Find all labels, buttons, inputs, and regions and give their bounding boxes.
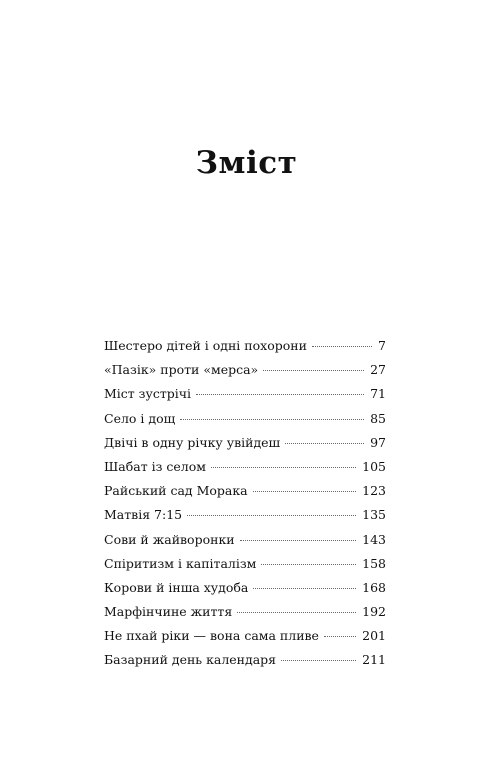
- toc-entry-title: Корови й інша худоба: [104, 579, 249, 595]
- toc-entry-title: Матвія 7:15: [104, 507, 183, 523]
- toc-entry: [104, 580, 386, 604]
- toc-entry-page: 97: [370, 434, 386, 450]
- toc-dot-leader: [285, 443, 364, 444]
- toc-entry-title: Село і дощ: [104, 410, 176, 426]
- toc-dot-leader: [253, 588, 356, 589]
- toc-dot-leader: [237, 612, 356, 613]
- toc-entry-page: 27: [370, 362, 386, 378]
- toc-entry-page: 143: [362, 531, 386, 547]
- toc-entry-title: «Пазік» проти «мерса»: [104, 362, 259, 378]
- toc-dot-leader: [281, 660, 356, 661]
- toc-dot-leader: [253, 491, 357, 492]
- toc-entry: [104, 459, 386, 483]
- toc-dot-leader: [196, 394, 364, 395]
- toc-dot-leader: [324, 636, 356, 637]
- toc-entry-title: Марфінчине життя: [104, 604, 233, 620]
- toc-entry-title: Спіритизм і капіталізм: [104, 555, 257, 571]
- toc-entry: [104, 652, 386, 676]
- toc-entry: [104, 435, 386, 459]
- toc-entry-page: 71: [370, 386, 386, 402]
- toc-dot-leader: [187, 515, 356, 516]
- toc-entry-page: 123: [362, 483, 386, 499]
- toc-entry: [104, 604, 386, 628]
- toc-dot-leader: [240, 540, 357, 541]
- toc-entry: [104, 386, 386, 410]
- toc-entry: [104, 338, 386, 362]
- toc-dot-leader: [180, 419, 364, 420]
- toc-entry-page: 158: [362, 555, 386, 571]
- toc-entry-page: 211: [362, 652, 386, 668]
- toc-entry-page: 192: [362, 604, 386, 620]
- toc-dot-leader: [312, 346, 372, 347]
- toc-entry-title: Шестеро дітей і одні похорони: [104, 338, 307, 353]
- toc-entry: [104, 483, 386, 507]
- toc-entry-title: Міст зустрічі: [104, 386, 192, 402]
- toc-entry: [104, 628, 386, 652]
- toc-entry: [104, 556, 386, 580]
- toc-entry-page: 168: [362, 579, 386, 595]
- toc-entry-page: 135: [362, 507, 386, 523]
- toc-entry: [104, 362, 386, 386]
- toc-dot-leader: [211, 467, 356, 468]
- toc-entry-page: 201: [362, 628, 386, 644]
- page-title: Зміст: [195, 145, 298, 181]
- toc-entry-title: Шабат із селом: [104, 458, 206, 474]
- toc-entry-page: 85: [370, 410, 386, 426]
- table-of-contents: [104, 338, 386, 677]
- toc-entry: [104, 507, 386, 531]
- toc-entry-title: Не пхай ріки — вона сама пливе: [104, 628, 319, 644]
- toc-entry: [104, 532, 386, 556]
- toc-dot-leader: [263, 370, 364, 371]
- toc-entry-title: Сови й жайворонки: [104, 531, 235, 547]
- toc-entry-page: 7: [378, 338, 386, 353]
- toc-entry-page: 105: [362, 458, 386, 474]
- toc-entry-title: Райський сад Морака: [104, 483, 248, 499]
- toc-entry: [104, 411, 386, 435]
- toc-dot-leader: [261, 564, 356, 565]
- toc-entry-title: Базарний день календаря: [104, 652, 277, 668]
- toc-entry-title: Двічі в одну річку увійдеш: [104, 434, 281, 450]
